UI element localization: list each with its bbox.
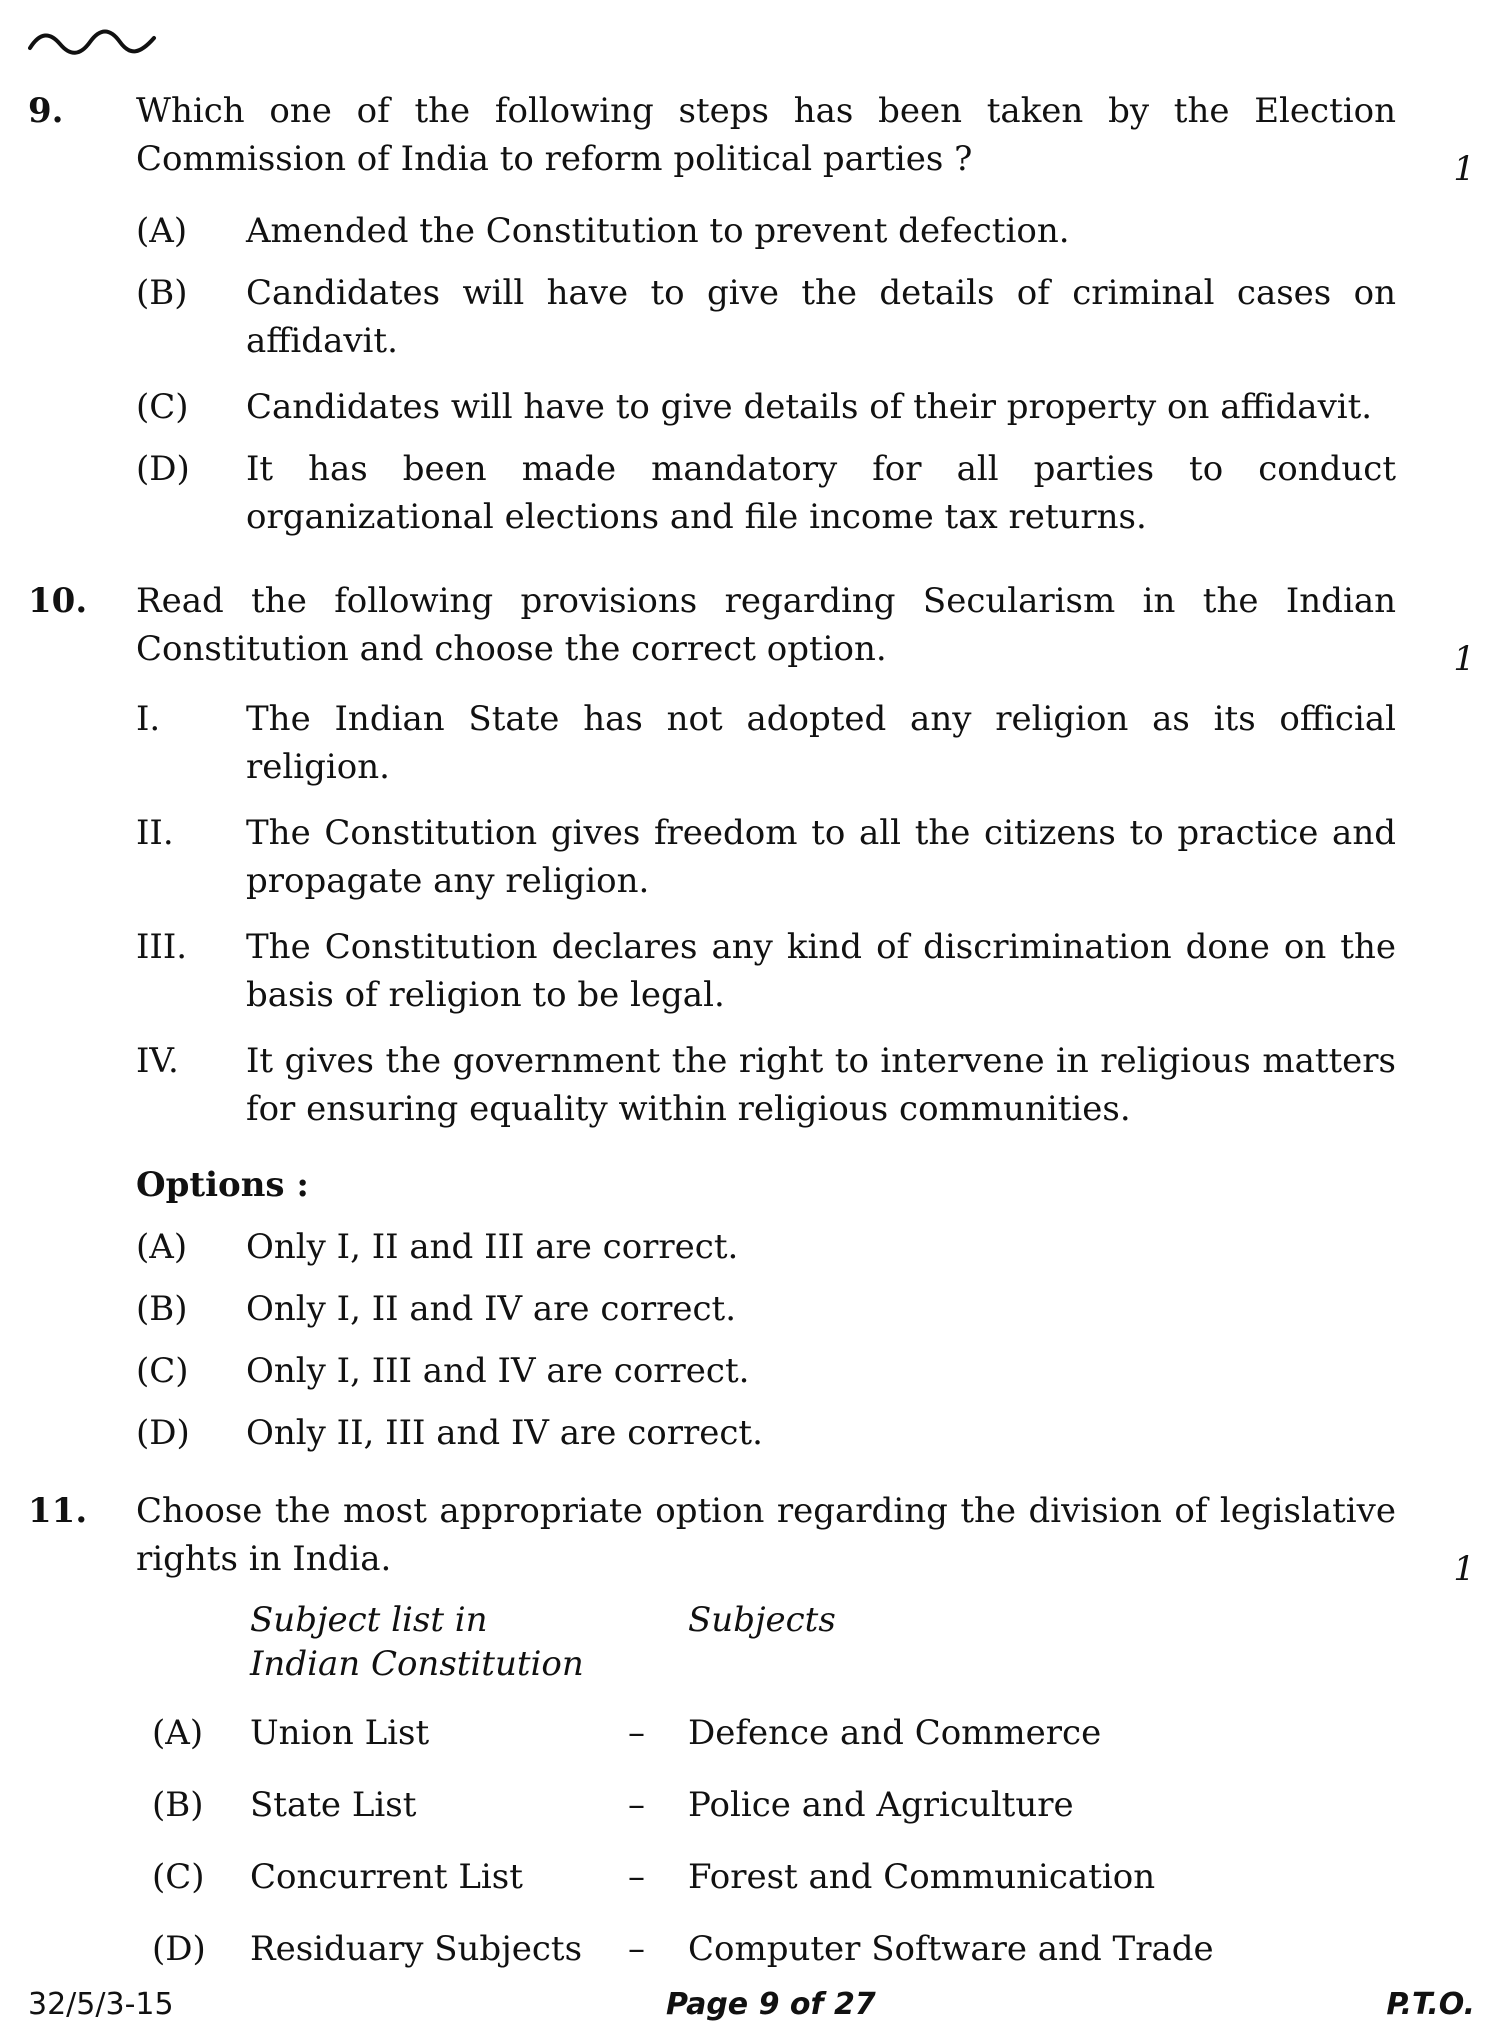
row-subjects: Police and Agriculture [688,1785,1074,1825]
footer-pto: P.T.O. [1386,1987,1475,2022]
row-subjects: Defence and Commerce [688,1713,1102,1753]
statement-label: III. [136,927,188,967]
table-col1-heading-line2: Indian Constitution [250,1644,584,1685]
question-number: 11. [28,1491,88,1531]
option-text: Only I, II and III are correct. [246,1227,739,1267]
options-heading: Options : [136,1165,309,1205]
option-text: Amended the Constitution to prevent defection. [246,211,1070,251]
option-label: (B) [136,273,188,313]
statement-label: II. [136,813,174,853]
table-col1-heading-line1: Subject list in [250,1600,488,1640]
option-label: (B) [136,1289,188,1329]
row-label: (C) [152,1857,205,1897]
statement-label: I. [136,699,161,739]
option-label: (C) [136,387,189,427]
question-text: Choose the most appropriate option regarding the division of legislative rights in India. [136,1491,1396,1579]
option-label: (C) [136,1351,189,1391]
footer-page-number: Page 9 of 27 [666,1987,876,2022]
statement-text: The Constitution gives freedom to all the citizens to practice and propagate any religion. [246,813,1396,901]
option-text: Candidates will have to give the details of criminal cases on affidavit. [246,273,1396,361]
table-col2-heading: Subjects [688,1600,836,1640]
wave-mark-icon [28,20,158,60]
question-text: Read the following provisions regarding Secularism in the Indian Constitution and choose the correct option. [136,581,1396,669]
table-col1-heading [250,1598,584,1686]
question-marks: 1 [1453,149,1475,189]
row-dash: – [628,1785,645,1825]
statement-text: It gives the government the right to intervene in religious matters for ensuring equality within religious communities. [246,1041,1396,1129]
question-marks: 1 [1453,639,1475,679]
statement-text: The Constitution declares any kind of discrimination done on the basis of religion to be legal. [246,927,1396,1015]
question-number: 10. [28,581,88,621]
row-label: (D) [152,1929,206,1969]
question-text: Which one of the following steps has been taken by the Election Commission of India to reform political parties ? [136,91,1396,179]
option-text: Only II, III and IV are correct. [246,1413,763,1453]
row-subjects: Computer Software and Trade [688,1929,1214,1969]
row-subjects: Forest and Communication [688,1857,1156,1897]
question-marks: 1 [1453,1549,1475,1589]
row-label: (B) [152,1785,204,1825]
statement-label: IV. [136,1041,179,1081]
option-label: (D) [136,449,190,489]
row-list: State List [250,1785,417,1825]
row-dash: – [628,1713,645,1753]
footer-code: 32/5/3-15 [28,1987,174,2022]
question-number: 9. [28,91,64,131]
option-text: It has been made mandatory for all parties to conduct organizational elections and file income tax returns. [246,449,1396,537]
row-dash: – [628,1929,645,1969]
option-text: Only I, III and IV are correct. [246,1351,750,1391]
option-text: Only I, II and IV are correct. [246,1289,737,1329]
option-text: Candidates will have to give details of their property on affidavit. [246,387,1373,427]
option-label: (A) [136,211,188,251]
row-list: Residuary Subjects [250,1929,583,1969]
option-label: (A) [136,1227,188,1267]
row-dash: – [628,1857,645,1897]
row-label: (A) [152,1713,204,1753]
option-label: (D) [136,1413,190,1453]
row-list: Union List [250,1713,430,1753]
statement-text: The Indian State has not adopted any religion as its official religion. [246,699,1396,787]
row-list: Concurrent List [250,1857,523,1897]
